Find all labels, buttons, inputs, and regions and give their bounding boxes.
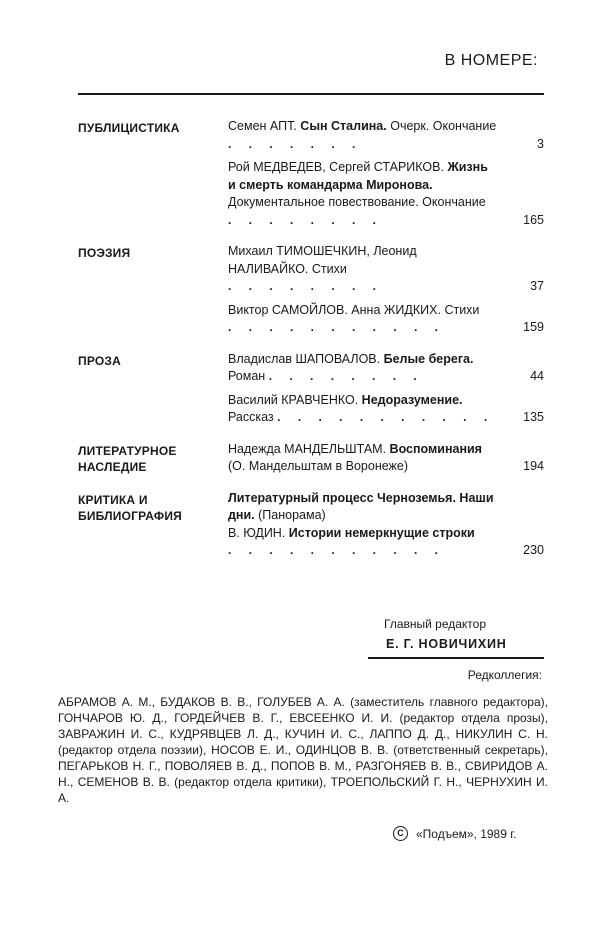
toc-entry[interactable] <box>228 243 544 296</box>
entry-subtitle: Документальное повествование. Окончание <box>228 195 486 209</box>
leader-dots: . . . . . . . . . . . <box>277 410 495 424</box>
entry-title: Истории немеркнущие строки <box>288 525 475 540</box>
entry-title: Литературный процесс Черноземья. Наши дни. <box>228 490 494 522</box>
section-label: КРИТИКА И БИБЛИОГРАФИЯ <box>78 492 182 523</box>
toc-section-publicistics <box>78 118 544 229</box>
entry-author: Василий КРАВЧЕНКО. <box>228 392 359 407</box>
entry-title: Недоразумение. <box>361 392 463 407</box>
entry-page-number: 194 <box>523 459 544 473</box>
entry-page-number: 44 <box>530 369 544 383</box>
entry-author: Рой МЕДВЕДЕВ, Сергей СТАРИКОВ. <box>228 160 444 174</box>
chief-editor-name: Е. Г. НОВИЧИХИН <box>386 637 507 651</box>
section-label: ПУБЛИЦИСТИКА <box>78 121 180 135</box>
toc-entry[interactable] <box>228 441 544 476</box>
entry-page-number: 230 <box>523 543 544 557</box>
table-of-contents <box>78 118 544 574</box>
entry-subtitle: Стихи <box>311 261 347 276</box>
toc-section-literary-heritage <box>78 441 544 476</box>
editor-divider <box>368 657 544 659</box>
entry-title: Воспоминания <box>389 441 482 456</box>
section-label: ЛИТЕРАТУРНОЕ НАСЛЕДИЕ <box>78 443 177 474</box>
entry-subtitle: Стихи <box>444 302 480 317</box>
section-label: ПРОЗА <box>78 353 121 368</box>
entry-author: Виктор САМОЙЛОВ. Анна ЖИДКИХ. <box>228 302 441 317</box>
entry-page-number: 159 <box>523 320 544 334</box>
entry-author: Надежда МАНДЕЛЬШТАМ. <box>228 441 387 456</box>
entry-page-number: 135 <box>523 410 544 424</box>
entry-author: Михаил ТИМОШЕЧКИН, Леонид НАЛИВАЙКО. <box>228 244 417 276</box>
copyright-text: «Подъем», 1989 г. <box>416 826 517 841</box>
leader-dots: . . . . . . . . <box>268 369 424 383</box>
leader-dots: . . . . . . . <box>228 136 363 151</box>
toc-entry[interactable] <box>228 351 544 386</box>
entry-author: Семен АПТ. <box>228 119 297 133</box>
entry-title: Белые берега. <box>383 351 474 366</box>
leader-dots: . . . . . . . . . . . <box>228 543 446 557</box>
toc-entry[interactable] <box>228 302 544 337</box>
leader-dots: . . . . . . . . <box>228 279 384 293</box>
chief-editor-block <box>372 617 542 651</box>
leader-dots: . . . . . . . . <box>228 212 384 227</box>
entry-title: Жизнь и смерть командарма Миронова. <box>228 160 488 192</box>
entry-subtitle: Очерк. Окончание <box>390 119 497 133</box>
toc-entry[interactable] <box>228 392 544 427</box>
toc-entry[interactable] <box>228 159 544 229</box>
toc-entry[interactable] <box>228 490 544 525</box>
entry-page-number: 165 <box>523 212 544 227</box>
leader-dots: . . . . . . . . . . . <box>228 320 446 334</box>
entry-author: Владислав ШАПОВАЛОВ. <box>228 351 381 366</box>
entry-subtitle: (О. Мандельштам в Воронеже) <box>228 459 409 473</box>
entry-page-number: 37 <box>530 279 544 293</box>
toc-section-criticism <box>78 490 544 560</box>
entry-subtitle: Роман <box>228 369 266 383</box>
entry-subtitle: Рассказ <box>228 410 274 424</box>
editorial-board-members: АБРАМОВ А. М., БУДАКОВ В. В., ГОЛУБЕВ А. А. (заместитель главного редактора), ГОНЧАРОВ Ю. Д., ГОРДЕЙЧЕВ В. Г., ЕВСЕЕНКО И. И. (редактор отдела прозы), ЗАВРАЖИН И. С., КУДРЯВЦЕВ Л. Д., КУЧИН И. С., ЛАППО Д. Д., НИКУЛИН С. Н. (редактор отдела поэзии), НОСОВ Е. И., ОДИНЦОВ В. В. (ответственный секретарь), ПЕГАРЬКОВ Н. Г., ПОВОЛЯЕВ В. Д., ПОПОВ В. М., РАЗГОНЯЕВ В. В., СВИРИДОВ А. Н., СЕМЕНОВ В. В. (редактор отдела критики), ТРОЕПОЛЬСКИЙ Г. Н., ЧЕРНУХИН И. А. <box>58 695 548 805</box>
toc-entry[interactable] <box>228 118 544 153</box>
section-label: ПОЭЗИЯ <box>78 246 131 260</box>
issue-title: В НОМЕРЕ: <box>444 52 538 69</box>
toc-section-prose <box>78 351 544 427</box>
entry-page-number: 3 <box>537 136 544 151</box>
copyright-line <box>393 826 517 841</box>
copyright-icon: C <box>393 826 408 841</box>
entry-author: В. ЮДИН. <box>228 525 286 540</box>
top-divider <box>78 93 544 95</box>
chief-editor-role: Главный редактор <box>384 617 487 631</box>
toc-section-poetry <box>78 243 544 337</box>
entry-title: Сын Сталина. <box>300 119 387 133</box>
entry-subtitle: (Панорама) <box>258 508 326 522</box>
editorial-board-label: Редколлегия: <box>467 668 542 682</box>
toc-entry[interactable] <box>228 525 544 560</box>
